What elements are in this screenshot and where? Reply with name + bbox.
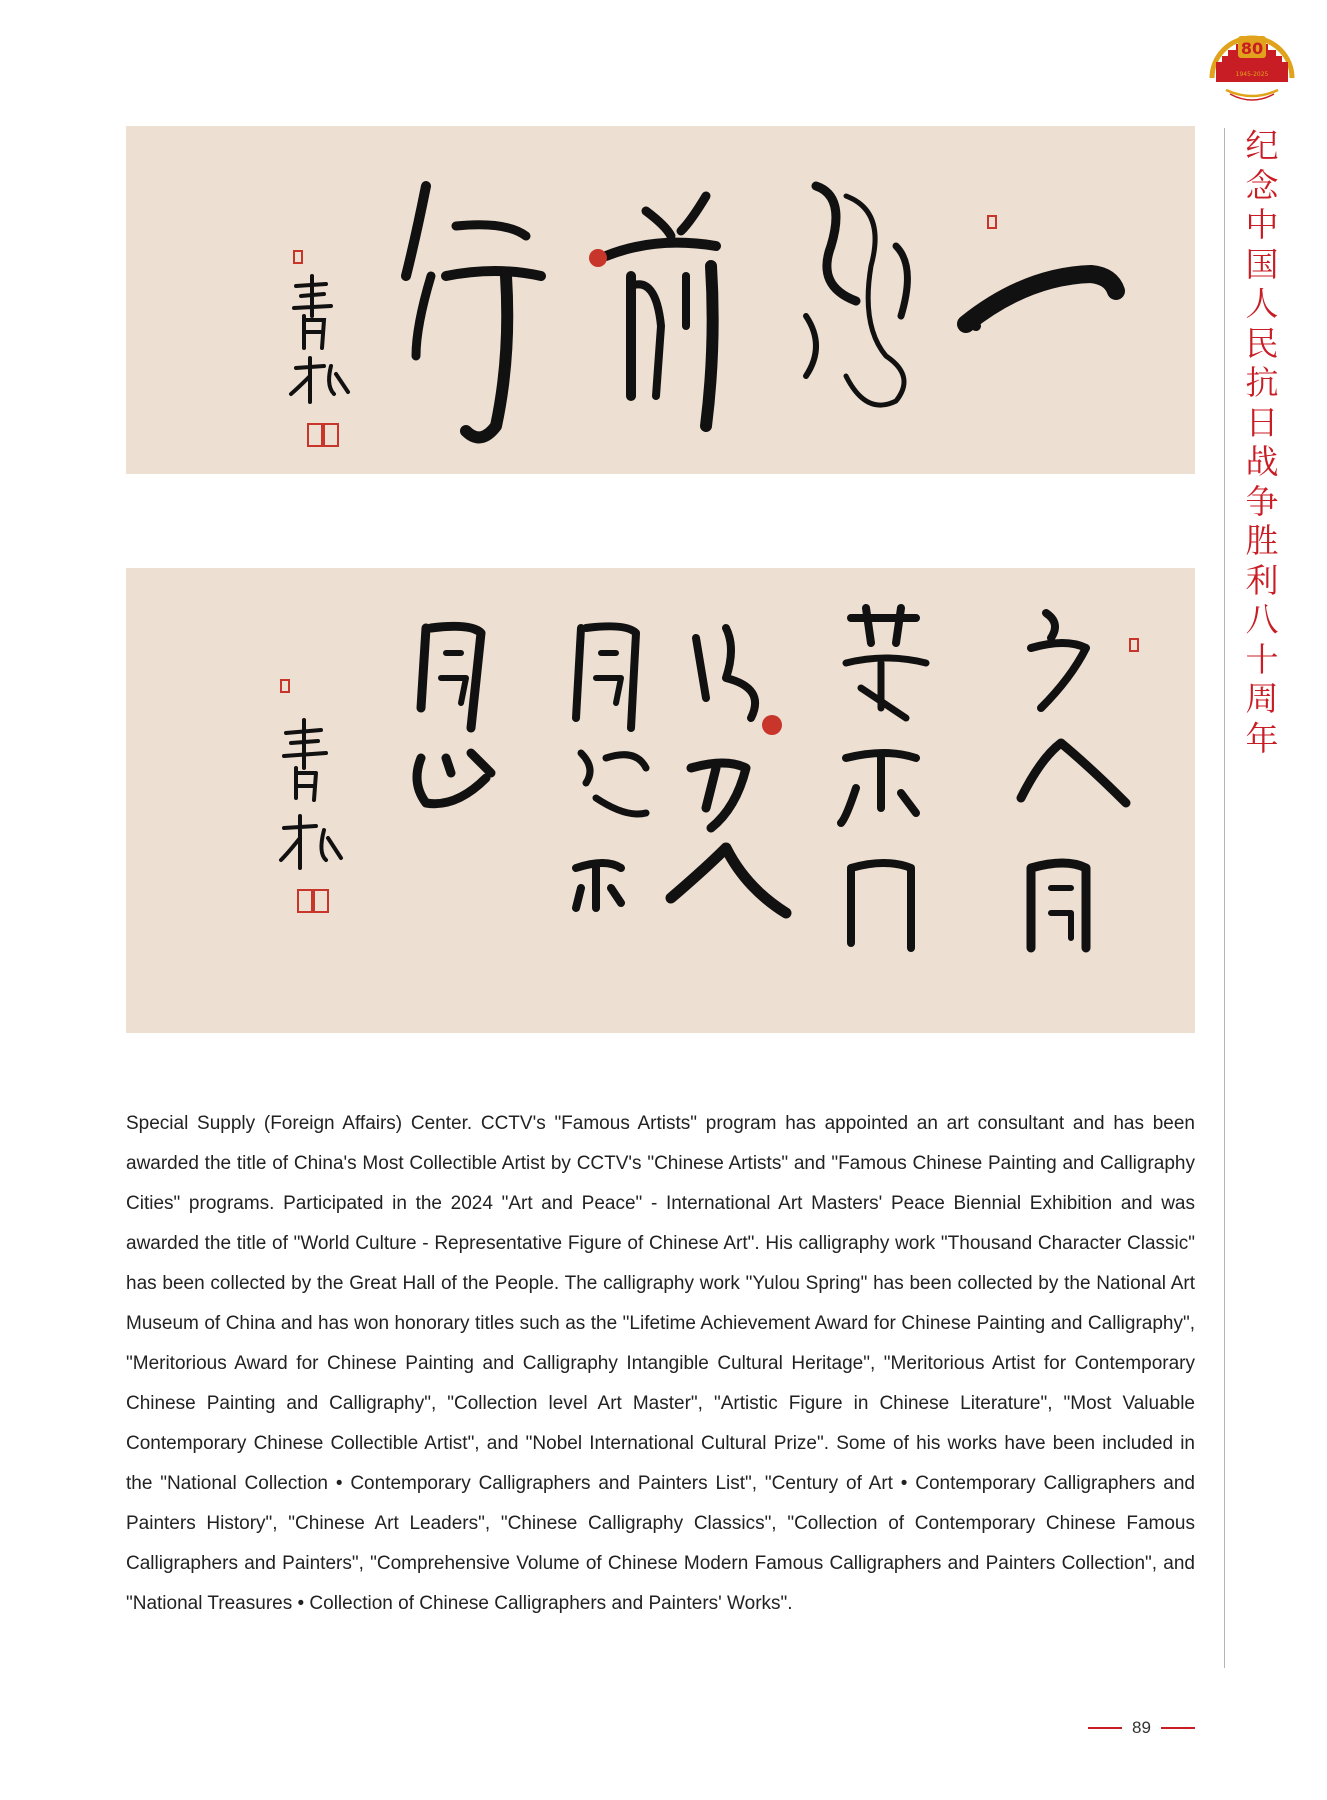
badge-years: 1945-2025: [1235, 71, 1269, 78]
biography-paragraph: Special Supply (Foreign Affairs) Center. CCTV's "Famous Artists" program has appointed an art consultant and has been awarded the title of China's Most Collectible Artist by CCTV's "Chinese Artists" and "Famous Chinese Painting and Calligraphy Cities" programs. Participated in the 2024 "Art and Peace" - International Art Masters' Peace Biennial Exhibition and was awarded the title of "World Culture - Representative Figure of Chinese Art". His calligraphy work "Thousand Character Classic" has been collected by the Great Hall of the People. The calligraphy work "Yulou Spring" has been collected by the National Art Museum of China and has won honorary titles such as the "Lifetime Achievement Award for Chinese Painting and Calligraphy", "Meritorious Award for Chinese Painting and Calligraphy Intangible Cultural Heritage", "Meritorious Artist for Contemporary Chinese Painting and Calligraphy", "Collection level Art Master", "Artistic Figure in Chinese Literature", "Most Valuable Contemporary Chinese Collectible Artist", and "Nobel International Cultural Prize". Some of his works have been included in the "National Collection • Contemporary Calligraphers and Painters List", "Century of Art • Contemporary Calligraphers and Painters History", "Chinese Art Leaders", "Chinese Calligraphy Classics", "Collection of Contemporary Chinese Famous Calligraphers and Painters", "Comprehensive Volume of Chinese Modern Famous Calligraphers and Painters Collection", and "National Treasures • Collection of Chinese Calligraphers and Painters' Works".: [126, 1113, 1195, 1614]
calligraphy-artwork-1: [126, 126, 1195, 474]
vertical-divider: [1224, 128, 1225, 1668]
footer-dash-right: [1161, 1727, 1195, 1730]
page-number: 89: [1132, 1718, 1151, 1737]
calligraphy-strokes-1: [126, 126, 1195, 474]
side-title: 纪念中国人民抗日战争胜利八十周年: [1245, 126, 1279, 758]
anniversary-emblem: [1206, 20, 1298, 106]
badge-number: 80: [1240, 39, 1264, 58]
calligraphy-artwork-2: [126, 568, 1195, 1033]
page-footer: [1088, 1716, 1195, 1740]
great-wall-emblem-icon: [1206, 20, 1298, 106]
footer-dash-left: [1088, 1727, 1122, 1730]
calligraphy-strokes-2: [126, 568, 1195, 1033]
